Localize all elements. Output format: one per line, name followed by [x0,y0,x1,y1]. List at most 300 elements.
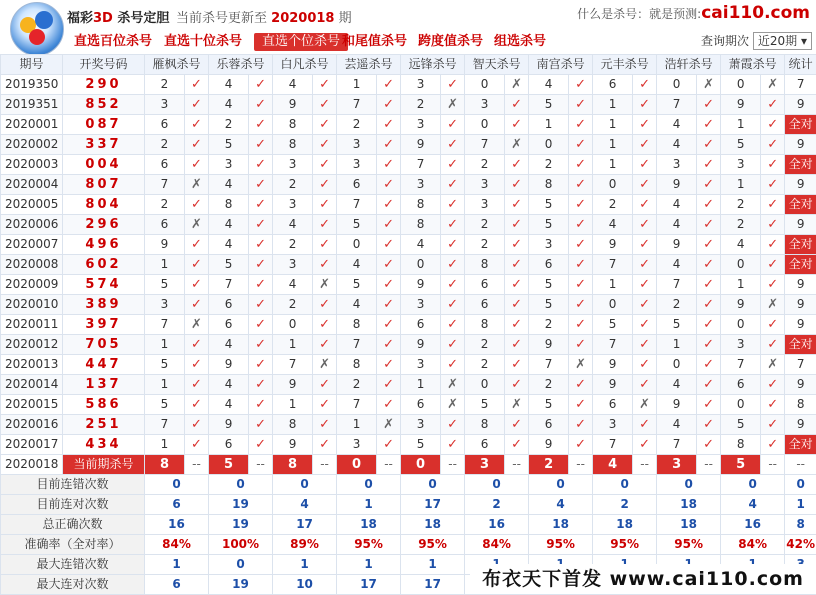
kill-number-cell: 7 [337,395,377,415]
cross-icon: ✗ [185,315,209,335]
stats-value: 6 [145,495,209,515]
check-icon: ✓ [185,335,209,355]
stats-value: 1 [273,555,337,575]
kill-number-cell: 2 [337,115,377,135]
kill-number-cell: 6 [721,375,761,395]
current-placeholder: -- [185,455,209,475]
tab-4[interactable]: 跨度值杀号 [418,33,483,51]
kill-number-cell: 1 [593,95,633,115]
total-cell: 9 [785,295,816,315]
check-icon: ✓ [569,135,593,155]
check-icon: ✓ [377,255,401,275]
check-icon: ✓ [633,75,657,95]
check-icon: ✓ [185,395,209,415]
check-icon: ✓ [505,275,529,295]
kill-number-cell: 9 [401,135,441,155]
table-row [1,375,816,395]
tab-0[interactable]: 直选百位杀号 [74,33,152,51]
cross-icon: ✗ [505,395,529,415]
total-cell: 9 [785,175,816,195]
check-icon: ✓ [569,395,593,415]
tab-3[interactable]: 和尾值杀号 [342,33,407,51]
check-icon: ✓ [185,75,209,95]
kill-number-cell: 0 [401,255,441,275]
issue-cell: 2020010 [1,295,63,315]
check-icon: ✓ [377,275,401,295]
table-row [1,295,816,315]
kill-number-cell: 2 [593,195,633,215]
stats-value: 0 [529,475,593,495]
current-placeholder: -- [761,455,785,475]
kill-number-cell: 4 [721,235,761,255]
kill-number-help[interactable]: 什么是杀号：就是预测:cai110.com [577,3,810,23]
table-row [1,135,816,155]
stats-value: 16 [465,515,529,535]
draw-number-cell: 389 [63,295,145,315]
period-select[interactable]: 近20期 ▾ [753,32,812,50]
kill-number-cell: 4 [209,395,249,415]
check-icon: ✓ [569,95,593,115]
check-icon: ✓ [697,295,721,315]
stats-value: 10 [273,575,337,595]
stats-value: 17 [401,495,465,515]
kill-number-cell: 1 [593,155,633,175]
draw-number-cell: 602 [63,255,145,275]
kill-number-cell: 5 [657,315,697,335]
kill-number-cell: 6 [209,435,249,455]
kill-number-cell: 3 [401,175,441,195]
current-placeholder: -- [313,455,337,475]
total-cell: 9 [785,375,816,395]
check-icon: ✓ [185,115,209,135]
stats-value: 8 [785,515,816,535]
current-kill-number: 8 [145,455,185,475]
kill-number-cell: 4 [273,215,313,235]
kill-number-cell: 1 [145,255,185,275]
check-icon: ✓ [569,195,593,215]
check-icon: ✓ [633,175,657,195]
kill-number-cell: 5 [145,395,185,415]
check-icon: ✓ [569,155,593,175]
kill-number-cell: 6 [593,395,633,415]
draw-number-cell: 434 [63,435,145,455]
kill-number-cell: 2 [465,335,505,355]
period-select-group [701,32,812,50]
current-placeholder: -- [505,455,529,475]
column-header: 萧霞杀号 [721,55,785,75]
stats-value: 0 [273,475,337,495]
cross-icon: ✗ [185,175,209,195]
column-header: 浩轩杀号 [657,55,721,75]
check-icon: ✓ [697,95,721,115]
check-icon: ✓ [185,155,209,175]
cross-icon: ✗ [185,215,209,235]
check-icon: ✓ [377,135,401,155]
kill-number-cell: 0 [529,135,569,155]
check-icon: ✓ [377,195,401,215]
check-icon: ✓ [441,235,465,255]
kill-number-cell: 0 [465,75,505,95]
check-icon: ✓ [633,275,657,295]
kill-number-cell: 7 [593,255,633,275]
kill-number-cell: 5 [145,355,185,375]
stats-value: 0 [593,475,657,495]
check-icon: ✓ [569,215,593,235]
check-icon: ✓ [313,315,337,335]
check-icon: ✓ [633,155,657,175]
kill-number-cell: 7 [209,275,249,295]
issue-cell: 2020014 [1,375,63,395]
check-icon: ✓ [505,215,529,235]
table-row [1,255,816,275]
kill-number-cell: 1 [721,275,761,295]
kill-number-cell: 1 [337,75,377,95]
check-icon: ✓ [249,355,273,375]
kill-number-cell: 6 [209,315,249,335]
kill-number-cell: 9 [145,235,185,255]
column-header: 统计 [785,55,816,75]
check-icon: ✓ [697,135,721,155]
kill-number-cell: 9 [593,235,633,255]
stats-row [1,535,816,555]
kill-number-cell: 1 [593,275,633,295]
kill-number-cell: 8 [273,135,313,155]
tab-1[interactable]: 直选十位杀号 [164,33,242,51]
check-icon: ✓ [441,415,465,435]
check-icon: ✓ [761,435,785,455]
kill-number-cell: 2 [721,195,761,215]
kill-number-cell: 3 [273,155,313,175]
kill-number-cell: 7 [337,95,377,115]
check-icon: ✓ [313,375,337,395]
update-info: 当前杀号更新至 2020018 期 [176,7,352,26]
check-icon: ✓ [633,195,657,215]
stats-label: 最大连错次数 [1,555,145,575]
lottery-logo[interactable] [10,2,64,56]
check-icon: ✓ [697,395,721,415]
cross-icon: ✗ [505,135,529,155]
check-icon: ✓ [313,175,337,195]
cross-icon: ✗ [761,355,785,375]
kill-number-cell: 9 [273,375,313,395]
kill-number-cell: 5 [337,215,377,235]
current-issue-cell: 2020018 [1,455,63,475]
kill-number-cell: 7 [465,135,505,155]
kill-number-cell: 3 [401,415,441,435]
kill-number-cell: 8 [465,315,505,335]
column-header: 期号 [1,55,63,75]
check-icon: ✓ [633,95,657,115]
kill-number-cell: 3 [401,115,441,135]
issue-cell: 2020002 [1,135,63,155]
check-icon: ✓ [313,295,337,315]
kill-number-cell: 8 [529,175,569,195]
kill-number-cell: 6 [209,295,249,315]
check-icon: ✓ [249,335,273,355]
total-cell: 9 [785,415,816,435]
check-icon: ✓ [697,175,721,195]
kill-number-cell: 3 [593,415,633,435]
table-row [1,315,816,335]
check-icon: ✓ [505,195,529,215]
kill-number-cell: 0 [273,315,313,335]
check-icon: ✓ [377,375,401,395]
kill-number-cell: 2 [337,375,377,395]
check-icon: ✓ [441,255,465,275]
check-icon: ✓ [313,115,337,135]
stats-value: 84% [145,535,209,555]
check-icon: ✓ [505,235,529,255]
cross-icon: ✗ [313,275,337,295]
kill-number-cell: 8 [273,415,313,435]
current-kill-number: 8 [273,455,313,475]
kill-number-cell: 5 [721,415,761,435]
draw-number-cell: 137 [63,375,145,395]
cross-icon: ✗ [441,375,465,395]
stats-value: 18 [657,515,721,535]
kill-number-cell: 8 [209,195,249,215]
kill-number-cell: 3 [721,155,761,175]
check-icon: ✓ [377,435,401,455]
kill-number-cell: 1 [657,335,697,355]
cross-icon: ✗ [441,395,465,415]
kill-number-cell: 4 [209,95,249,115]
stats-value: 4 [529,495,593,515]
stats-value: 1 [145,555,209,575]
kill-number-cell: 0 [657,75,697,95]
kill-number-cell: 0 [721,255,761,275]
check-icon: ✓ [761,235,785,255]
check-icon: ✓ [249,395,273,415]
table-header [1,55,816,75]
check-icon: ✓ [377,215,401,235]
kill-number-cell: 2 [401,95,441,115]
table-row [1,395,816,415]
current-kill-number: 0 [337,455,377,475]
check-icon: ✓ [249,275,273,295]
check-icon: ✓ [441,75,465,95]
check-icon: ✓ [249,415,273,435]
stats-value: 17 [337,575,401,595]
stats-value: 0 [337,475,401,495]
table-row [1,175,816,195]
stats-value: 0 [145,475,209,495]
kill-number-cell: 5 [529,395,569,415]
table-row [1,335,816,355]
kill-number-cell: 6 [145,115,185,135]
check-icon: ✓ [569,375,593,395]
issue-cell: 2020007 [1,235,63,255]
ball-red-icon [29,29,45,45]
check-icon: ✓ [249,295,273,315]
check-icon: ✓ [697,315,721,335]
stats-value: 84% [721,535,785,555]
stats-row [1,515,816,535]
kill-number-cell: 9 [529,435,569,455]
table-row [1,215,816,235]
stats-value: 16 [145,515,209,535]
stats-value: 89% [273,535,337,555]
kill-number-cell: 9 [401,275,441,295]
table-row [1,435,816,455]
check-icon: ✓ [185,415,209,435]
check-icon: ✓ [633,415,657,435]
kill-number-cell: 3 [401,355,441,375]
check-icon: ✓ [313,235,337,255]
current-placeholder: -- [377,455,401,475]
kill-number-cell: 4 [209,175,249,195]
check-icon: ✓ [697,115,721,135]
total-cell: 9 [785,315,816,335]
check-icon: ✓ [313,435,337,455]
current-kill-number: 3 [465,455,505,475]
stats-value: 2 [465,495,529,515]
check-icon: ✓ [441,195,465,215]
check-icon: ✓ [249,435,273,455]
kill-number-cell: 1 [721,175,761,195]
current-kill-number: 5 [209,455,249,475]
kill-number-cell: 4 [209,215,249,235]
check-icon: ✓ [697,335,721,355]
check-icon: ✓ [761,195,785,215]
draw-number-cell: 852 [63,95,145,115]
kill-number-cell: 0 [657,355,697,375]
cross-icon: ✗ [377,415,401,435]
check-icon: ✓ [185,375,209,395]
check-icon: ✓ [377,95,401,115]
check-icon: ✓ [633,235,657,255]
issue-cell: 2020017 [1,435,63,455]
kill-number-cell: 2 [145,75,185,95]
check-icon: ✓ [505,255,529,275]
draw-number-cell: 807 [63,175,145,195]
kill-number-cell: 5 [209,255,249,275]
draw-number-cell: 574 [63,275,145,295]
kill-number-cell: 0 [593,175,633,195]
kill-number-cell: 0 [721,395,761,415]
column-header: 芸遥杀号 [337,55,401,75]
stats-label: 准确率（全对率） [1,535,145,555]
cross-icon: ✗ [505,75,529,95]
kill-number-cell: 7 [337,195,377,215]
check-icon: ✓ [633,115,657,135]
column-header: 白凡杀号 [273,55,337,75]
check-icon: ✓ [313,215,337,235]
cross-icon: ✗ [313,355,337,375]
kill-number-cell: 5 [529,295,569,315]
check-icon: ✓ [441,335,465,355]
check-icon: ✓ [761,375,785,395]
kill-number-cell: 4 [209,335,249,355]
kill-number-cell: 1 [145,435,185,455]
check-icon: ✓ [441,175,465,195]
kill-number-cell: 3 [401,75,441,95]
total-cell: 全对 [785,335,816,355]
kill-number-cell: 4 [593,215,633,235]
kill-number-cell: 7 [657,95,697,115]
check-icon: ✓ [697,155,721,175]
check-icon: ✓ [697,435,721,455]
stats-value: 95% [593,535,657,555]
kill-number-cell: 7 [593,335,633,355]
stats-value: 1 [337,495,401,515]
check-icon: ✓ [697,255,721,275]
kill-number-cell: 3 [465,95,505,115]
check-icon: ✓ [441,435,465,455]
issue-cell: 2020001 [1,115,63,135]
kill-number-cell: 2 [529,155,569,175]
kill-number-cell: 7 [273,355,313,375]
kill-number-cell: 5 [529,195,569,215]
table-row [1,115,816,135]
column-header: 远锋杀号 [401,55,465,75]
tab-5[interactable]: 组选杀号 [494,33,546,51]
stats-label: 最大连对次数 [1,575,145,595]
kill-number-cell: 6 [593,75,633,95]
check-icon: ✓ [697,355,721,375]
kill-number-cell: 6 [401,315,441,335]
check-icon: ✓ [569,435,593,455]
check-icon: ✓ [569,175,593,195]
check-icon: ✓ [633,295,657,315]
kill-number-cell: 9 [721,95,761,115]
stats-value: 4 [273,495,337,515]
cross-icon: ✗ [761,295,785,315]
kill-number-cell: 3 [337,135,377,155]
total-cell: 7 [785,75,816,95]
check-icon: ✓ [185,135,209,155]
table-row [1,195,816,215]
kill-number-cell: 9 [657,235,697,255]
kill-number-cell: 3 [145,95,185,115]
kill-number-cell: 5 [529,95,569,115]
check-icon: ✓ [569,415,593,435]
column-header: 开奖号码 [63,55,145,75]
kill-number-cell: 5 [337,275,377,295]
kill-number-cell: 7 [401,155,441,175]
period-label: 查询期次 [701,34,749,48]
current-kill-number: 4 [593,455,633,475]
total-cell: 9 [785,275,816,295]
draw-number-cell: 337 [63,135,145,155]
stats-value: 17 [273,515,337,535]
check-icon: ✓ [505,175,529,195]
kill-number-cell: 6 [529,255,569,275]
check-icon: ✓ [249,195,273,215]
kill-number-cell: 0 [593,295,633,315]
table-row [1,275,816,295]
kill-number-cell: 8 [465,255,505,275]
table-row [1,415,816,435]
check-icon: ✓ [633,215,657,235]
total-cell: 全对 [785,235,816,255]
table-row [1,355,816,375]
check-icon: ✓ [569,235,593,255]
kill-number-cell: 0 [337,235,377,255]
issue-cell: 2020013 [1,355,63,375]
check-icon: ✓ [505,295,529,315]
kill-number-cell: 9 [529,335,569,355]
total-cell: 全对 [785,195,816,215]
kill-number-cell: 9 [209,355,249,375]
tab-2[interactable]: 直选个位杀号 [254,33,348,51]
stats-value: 1 [785,495,816,515]
stats-value: 19 [209,515,273,535]
draw-number-cell: 004 [63,155,145,175]
check-icon: ✓ [313,335,337,355]
kill-number-cell: 1 [337,415,377,435]
cross-icon: ✗ [441,95,465,115]
